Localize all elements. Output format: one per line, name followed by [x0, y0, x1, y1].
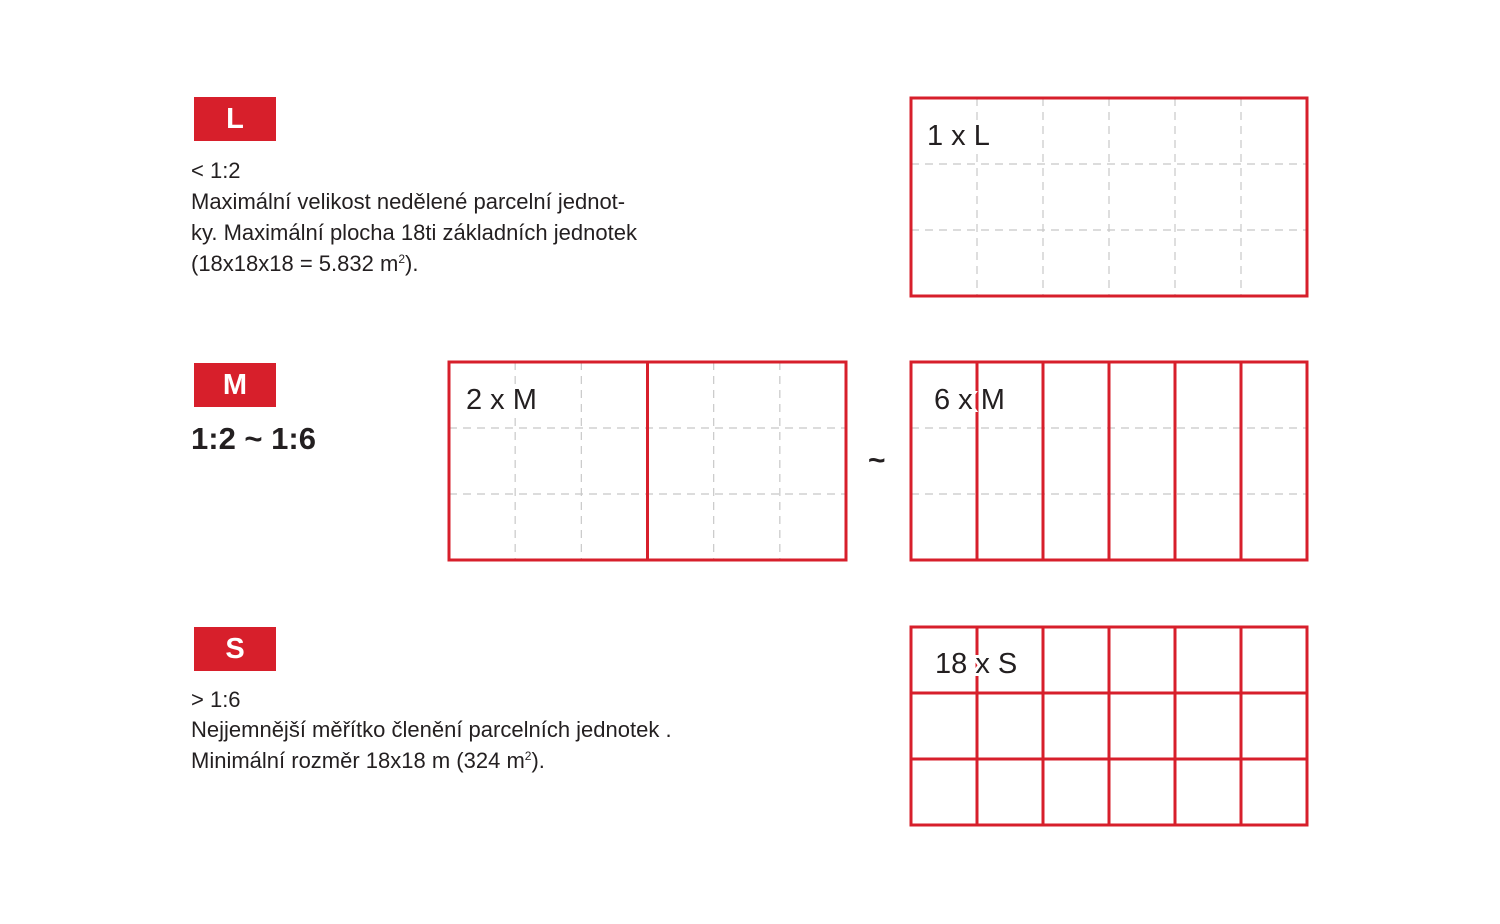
ratio-l: < 1:2	[191, 158, 241, 183]
ratio-s: > 1:6	[191, 687, 241, 712]
grid-6xm	[911, 362, 1307, 560]
description-s-line: Minimální rozměr 18x18 m (324 $m^2$).	[191, 748, 545, 773]
description-l-line: (18x18x18 = 5.832 $m^2$).	[191, 251, 419, 276]
grid-18xs	[911, 627, 1307, 825]
grid-1xl	[911, 98, 1307, 296]
superscript: 2	[524, 749, 532, 763]
grid-label: 6 x M	[934, 384, 1005, 416]
badge-s: S	[194, 627, 276, 671]
description-l-line: ky. Maximální plocha 18ti základních jednotek	[191, 220, 637, 245]
description-s-line: Nejjemnější měřítko členění parcelních jednotek .	[191, 717, 672, 742]
superscript: 2	[398, 252, 405, 266]
tilde-separator: ~	[868, 444, 886, 477]
grid-2xm	[449, 362, 846, 560]
description-l-line: Maximální velikost nedělené parcelní jednot-	[191, 189, 626, 214]
ratio-m: 1:2 ~ 1:6	[191, 421, 316, 456]
grid-label: 18 x S	[935, 648, 1018, 680]
grid-label: 1 x L	[927, 120, 990, 152]
badge-m: M	[194, 363, 276, 407]
grid-label: 2 x M	[466, 384, 537, 416]
badge-l: L	[194, 97, 276, 141]
